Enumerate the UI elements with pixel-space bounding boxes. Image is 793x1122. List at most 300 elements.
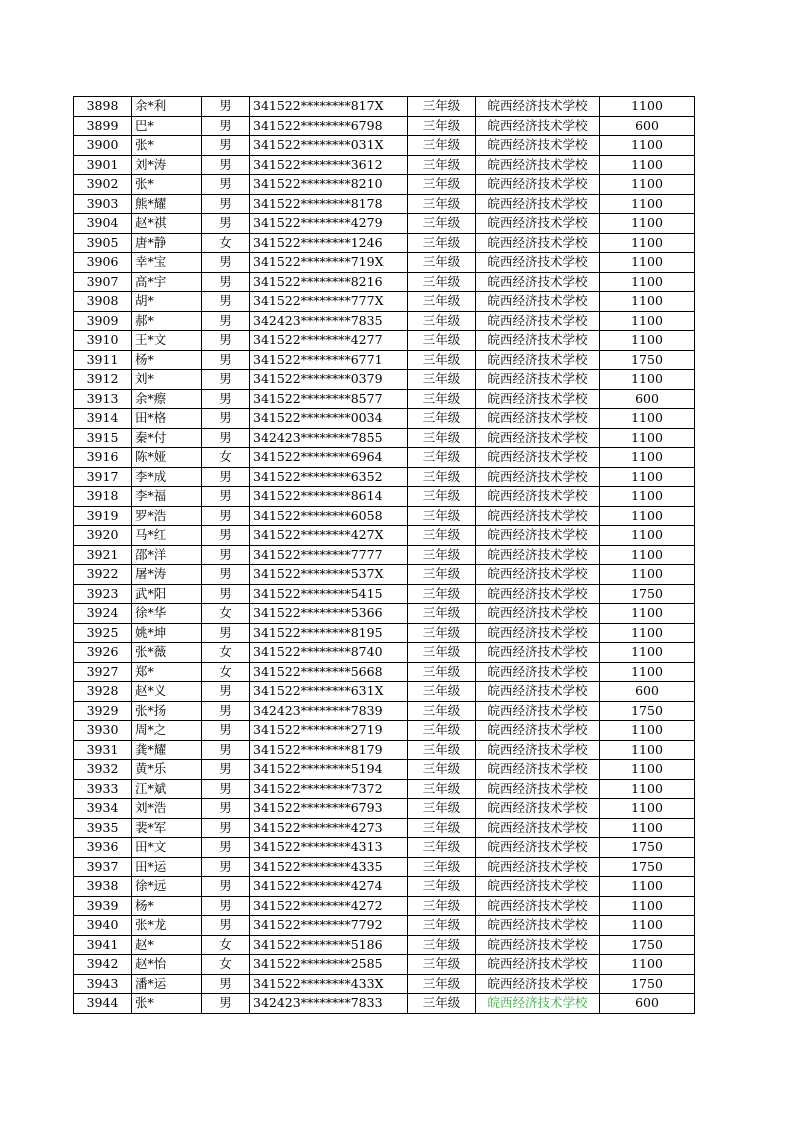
table-row: [74, 896, 695, 916]
student-name-cell: 张*: [132, 136, 202, 156]
table-row: [74, 877, 695, 897]
table-row: [74, 194, 695, 214]
gender-cell: 男: [202, 838, 250, 858]
student-name-cell: 赵*: [132, 935, 202, 955]
amount-cell: 1100: [600, 740, 695, 760]
amount-cell: 1100: [600, 253, 695, 273]
student-name-cell: 刘*涛: [132, 155, 202, 175]
row-number-cell: 3916: [74, 448, 132, 468]
school-cell: 皖西经济技术学校: [476, 389, 600, 409]
gender-cell: 男: [202, 974, 250, 994]
school-cell: 皖西经济技术学校: [476, 779, 600, 799]
school-cell: 皖西经济技术学校: [476, 818, 600, 838]
school-cell: 皖西经济技术学校: [476, 272, 600, 292]
grade-cell: 三年级: [408, 116, 476, 136]
row-number-cell: 3906: [74, 253, 132, 273]
row-number-cell: 3915: [74, 428, 132, 448]
row-number-cell: 3928: [74, 682, 132, 702]
id-number-cell: 341522********8178: [250, 194, 408, 214]
gender-cell: 男: [202, 97, 250, 117]
row-number-cell: 3919: [74, 506, 132, 526]
row-number-cell: 3905: [74, 233, 132, 253]
student-name-cell: 李*成: [132, 467, 202, 487]
gender-cell: 男: [202, 175, 250, 195]
gender-cell: 男: [202, 565, 250, 585]
row-number-cell: 3941: [74, 935, 132, 955]
table-row: [74, 916, 695, 936]
student-name-cell: 李*福: [132, 487, 202, 507]
school-cell: 皖西经济技术学校: [476, 487, 600, 507]
row-number-cell: 3911: [74, 350, 132, 370]
id-number-cell: 341522********5668: [250, 662, 408, 682]
gender-cell: 男: [202, 584, 250, 604]
table-row: [74, 760, 695, 780]
student-name-cell: 余*瘵: [132, 389, 202, 409]
student-name-cell: 熊*耀: [132, 194, 202, 214]
school-cell: 皖西经济技术学校: [476, 409, 600, 429]
amount-cell: 1100: [600, 175, 695, 195]
id-number-cell: 341522********8210: [250, 175, 408, 195]
amount-cell: 1100: [600, 779, 695, 799]
amount-cell: 1100: [600, 818, 695, 838]
id-number-cell: 341522********0379: [250, 370, 408, 390]
amount-cell: 1750: [600, 701, 695, 721]
table-row: [74, 779, 695, 799]
student-name-cell: 邵*洋: [132, 545, 202, 565]
grade-cell: 三年级: [408, 467, 476, 487]
amount-cell: 1100: [600, 136, 695, 156]
amount-cell: 1100: [600, 311, 695, 331]
row-number-cell: 3939: [74, 896, 132, 916]
amount-cell: 1100: [600, 799, 695, 819]
school-cell: 皖西经济技术学校: [476, 643, 600, 663]
table-row: [74, 974, 695, 994]
school-cell: 皖西经济技术学校: [476, 545, 600, 565]
id-number-cell: 341522********777X: [250, 292, 408, 312]
id-number-cell: 341522********6964: [250, 448, 408, 468]
gender-cell: 男: [202, 136, 250, 156]
student-name-cell: 张*龙: [132, 916, 202, 936]
row-number-cell: 3900: [74, 136, 132, 156]
grade-cell: 三年级: [408, 487, 476, 507]
grade-cell: 三年级: [408, 857, 476, 877]
grade-cell: 三年级: [408, 896, 476, 916]
table-row: [74, 818, 695, 838]
school-cell: 皖西经济技术学校: [476, 350, 600, 370]
grade-cell: 三年级: [408, 662, 476, 682]
amount-cell: 1750: [600, 935, 695, 955]
gender-cell: 男: [202, 760, 250, 780]
table-row: [74, 116, 695, 136]
table-row: [74, 409, 695, 429]
row-number-cell: 3898: [74, 97, 132, 117]
school-cell: 皖西经济技术学校: [476, 175, 600, 195]
student-name-cell: 龚*耀: [132, 740, 202, 760]
table-row: [74, 682, 695, 702]
id-number-cell: 342423********7855: [250, 428, 408, 448]
id-number-cell: 341522********5186: [250, 935, 408, 955]
student-name-cell: 田*文: [132, 838, 202, 858]
row-number-cell: 3907: [74, 272, 132, 292]
amount-cell: 1100: [600, 97, 695, 117]
document-page: [73, 96, 695, 1014]
gender-cell: 男: [202, 389, 250, 409]
amount-cell: 1100: [600, 331, 695, 351]
row-number-cell: 3940: [74, 916, 132, 936]
id-number-cell: 341522********6058: [250, 506, 408, 526]
amount-cell: 1100: [600, 370, 695, 390]
gender-cell: 男: [202, 467, 250, 487]
row-number-cell: 3923: [74, 584, 132, 604]
table-row: [74, 526, 695, 546]
grade-cell: 三年级: [408, 409, 476, 429]
table-row: [74, 994, 695, 1014]
grade-cell: 三年级: [408, 682, 476, 702]
gender-cell: 女: [202, 955, 250, 975]
school-cell: 皖西经济技术学校: [476, 682, 600, 702]
id-number-cell: 341522********8614: [250, 487, 408, 507]
gender-cell: 男: [202, 682, 250, 702]
school-cell: 皖西经济技术学校: [476, 448, 600, 468]
table-row: [74, 487, 695, 507]
table-row: [74, 389, 695, 409]
row-number-cell: 3912: [74, 370, 132, 390]
school-cell: 皖西经济技术学校: [476, 721, 600, 741]
grade-cell: 三年级: [408, 292, 476, 312]
amount-cell: 1100: [600, 467, 695, 487]
school-cell: 皖西经济技术学校: [476, 428, 600, 448]
gender-cell: 女: [202, 643, 250, 663]
row-number-cell: 3934: [74, 799, 132, 819]
row-number-cell: 3933: [74, 779, 132, 799]
student-name-cell: 周*之: [132, 721, 202, 741]
table-row: [74, 97, 695, 117]
table-row: [74, 662, 695, 682]
amount-cell: 1100: [600, 292, 695, 312]
row-number-cell: 3931: [74, 740, 132, 760]
id-number-cell: 341522********4272: [250, 896, 408, 916]
gender-cell: 男: [202, 877, 250, 897]
grade-cell: 三年级: [408, 565, 476, 585]
grade-cell: 三年级: [408, 935, 476, 955]
amount-cell: 1100: [600, 662, 695, 682]
amount-cell: 1100: [600, 409, 695, 429]
id-number-cell: 341522********5415: [250, 584, 408, 604]
grade-cell: 三年级: [408, 955, 476, 975]
student-name-cell: 巴*: [132, 116, 202, 136]
id-number-cell: 341522********8179: [250, 740, 408, 760]
row-number-cell: 3944: [74, 994, 132, 1014]
grade-cell: 三年级: [408, 506, 476, 526]
school-cell: 皖西经济技术学校: [476, 877, 600, 897]
student-name-cell: 赵*怡: [132, 955, 202, 975]
id-number-cell: 341522********4277: [250, 331, 408, 351]
gender-cell: 女: [202, 662, 250, 682]
student-name-cell: 潘*运: [132, 974, 202, 994]
id-number-cell: 341522********031X: [250, 136, 408, 156]
amount-cell: 1100: [600, 272, 695, 292]
school-cell: 皖西经济技术学校: [476, 799, 600, 819]
amount-cell: 1100: [600, 877, 695, 897]
row-number-cell: 3925: [74, 623, 132, 643]
table-row: [74, 136, 695, 156]
row-number-cell: 3926: [74, 643, 132, 663]
row-number-cell: 3929: [74, 701, 132, 721]
row-number-cell: 3904: [74, 214, 132, 234]
student-name-cell: 幸*宝: [132, 253, 202, 273]
amount-cell: 1100: [600, 565, 695, 585]
student-name-cell: 余*利: [132, 97, 202, 117]
id-number-cell: 341522********8577: [250, 389, 408, 409]
school-cell: 皖西经济技术学校: [476, 565, 600, 585]
school-cell: 皖西经济技术学校: [476, 857, 600, 877]
gender-cell: 男: [202, 994, 250, 1014]
school-cell: 皖西经济技术学校: [476, 955, 600, 975]
id-number-cell: 342423********7833: [250, 994, 408, 1014]
gender-cell: 男: [202, 116, 250, 136]
table-row: [74, 799, 695, 819]
grade-cell: 三年级: [408, 916, 476, 936]
school-cell: 皖西经济技术学校: [476, 370, 600, 390]
table-row: [74, 272, 695, 292]
id-number-cell: 341522********2719: [250, 721, 408, 741]
id-number-cell: 341522********6771: [250, 350, 408, 370]
id-number-cell: 341522********8216: [250, 272, 408, 292]
student-name-cell: 马*红: [132, 526, 202, 546]
amount-cell: 1100: [600, 506, 695, 526]
school-cell: 皖西经济技术学校: [476, 760, 600, 780]
amount-cell: 1750: [600, 350, 695, 370]
student-name-cell: 武*阳: [132, 584, 202, 604]
amount-cell: 1100: [600, 233, 695, 253]
id-number-cell: 341522********6793: [250, 799, 408, 819]
amount-cell: 1100: [600, 623, 695, 643]
gender-cell: 女: [202, 448, 250, 468]
gender-cell: 男: [202, 487, 250, 507]
school-cell: 皖西经济技术学校: [476, 116, 600, 136]
grade-cell: 三年级: [408, 155, 476, 175]
student-name-cell: 秦*付: [132, 428, 202, 448]
id-number-cell: 341522********2585: [250, 955, 408, 975]
amount-cell: 1100: [600, 155, 695, 175]
amount-cell: 1100: [600, 428, 695, 448]
student-name-cell: 陈*娅: [132, 448, 202, 468]
school-cell: 皖西经济技术学校: [476, 467, 600, 487]
school-cell: 皖西经济技术学校: [476, 896, 600, 916]
amount-cell: 600: [600, 994, 695, 1014]
gender-cell: 男: [202, 409, 250, 429]
student-name-cell: 郑*: [132, 662, 202, 682]
table-row: [74, 604, 695, 624]
table-row: [74, 721, 695, 741]
school-cell: 皖西经济技术学校: [476, 623, 600, 643]
grade-cell: 三年级: [408, 799, 476, 819]
table-row: [74, 253, 695, 273]
table-row: [74, 350, 695, 370]
grade-cell: 三年级: [408, 214, 476, 234]
grade-cell: 三年级: [408, 721, 476, 741]
table-row: [74, 428, 695, 448]
id-number-cell: 341522********4313: [250, 838, 408, 858]
id-number-cell: 341522********631X: [250, 682, 408, 702]
table-row: [74, 331, 695, 351]
amount-cell: 1750: [600, 584, 695, 604]
table-row: [74, 155, 695, 175]
school-cell: 皖西经济技术学校: [476, 701, 600, 721]
table-row: [74, 214, 695, 234]
id-number-cell: 341522********537X: [250, 565, 408, 585]
grade-cell: 三年级: [408, 272, 476, 292]
school-cell: 皖西经济技术学校: [476, 331, 600, 351]
gender-cell: 男: [202, 272, 250, 292]
student-subsidy-table: [73, 96, 695, 1014]
grade-cell: 三年级: [408, 311, 476, 331]
school-cell: 皖西经济技术学校: [476, 253, 600, 273]
row-number-cell: 3918: [74, 487, 132, 507]
id-number-cell: 341522********8195: [250, 623, 408, 643]
amount-cell: 1100: [600, 916, 695, 936]
student-name-cell: 田*格: [132, 409, 202, 429]
table-row: [74, 506, 695, 526]
row-number-cell: 3942: [74, 955, 132, 975]
row-number-cell: 3937: [74, 857, 132, 877]
row-number-cell: 3932: [74, 760, 132, 780]
row-number-cell: 3927: [74, 662, 132, 682]
row-number-cell: 3930: [74, 721, 132, 741]
table-row: [74, 955, 695, 975]
id-number-cell: 341522********4273: [250, 818, 408, 838]
grade-cell: 三年级: [408, 604, 476, 624]
row-number-cell: 3917: [74, 467, 132, 487]
grade-cell: 三年级: [408, 389, 476, 409]
grade-cell: 三年级: [408, 136, 476, 156]
table-row: [74, 584, 695, 604]
id-number-cell: 341522********4335: [250, 857, 408, 877]
table-row: [74, 740, 695, 760]
grade-cell: 三年级: [408, 545, 476, 565]
student-name-cell: 胡*: [132, 292, 202, 312]
school-cell: 皖西经济技术学校: [476, 935, 600, 955]
gender-cell: 男: [202, 331, 250, 351]
student-name-cell: 姚*坤: [132, 623, 202, 643]
row-number-cell: 3899: [74, 116, 132, 136]
gender-cell: 男: [202, 155, 250, 175]
student-name-cell: 刘*浩: [132, 799, 202, 819]
amount-cell: 1100: [600, 721, 695, 741]
school-cell: 皖西经济技术学校: [476, 974, 600, 994]
gender-cell: 女: [202, 233, 250, 253]
amount-cell: 1100: [600, 194, 695, 214]
row-number-cell: 3914: [74, 409, 132, 429]
amount-cell: 1100: [600, 448, 695, 468]
school-cell: 皖西经济技术学校: [476, 916, 600, 936]
school-cell: 皖西经济技术学校: [476, 740, 600, 760]
gender-cell: 男: [202, 253, 250, 273]
gender-cell: 男: [202, 779, 250, 799]
gender-cell: 男: [202, 214, 250, 234]
id-number-cell: 341522********719X: [250, 253, 408, 273]
id-number-cell: 341522********4274: [250, 877, 408, 897]
grade-cell: 三年级: [408, 97, 476, 117]
grade-cell: 三年级: [408, 779, 476, 799]
amount-cell: 1100: [600, 955, 695, 975]
id-number-cell: 341522********5194: [250, 760, 408, 780]
table-row: [74, 838, 695, 858]
row-number-cell: 3913: [74, 389, 132, 409]
row-number-cell: 3924: [74, 604, 132, 624]
id-number-cell: 341522********7792: [250, 916, 408, 936]
table-row: [74, 643, 695, 663]
amount-cell: 1750: [600, 974, 695, 994]
gender-cell: 男: [202, 623, 250, 643]
id-number-cell: 341522********817X: [250, 97, 408, 117]
school-cell: 皖西经济技术学校: [476, 604, 600, 624]
row-number-cell: 3903: [74, 194, 132, 214]
student-name-cell: 唐*静: [132, 233, 202, 253]
gender-cell: 男: [202, 526, 250, 546]
gender-cell: 男: [202, 896, 250, 916]
id-number-cell: 341522********7372: [250, 779, 408, 799]
grade-cell: 三年级: [408, 994, 476, 1014]
table-row: [74, 467, 695, 487]
school-cell: 皖西经济技术学校: [476, 506, 600, 526]
table-row: [74, 623, 695, 643]
amount-cell: 1100: [600, 487, 695, 507]
grade-cell: 三年级: [408, 370, 476, 390]
school-cell: 皖西经济技术学校: [476, 214, 600, 234]
gender-cell: 男: [202, 916, 250, 936]
student-name-cell: 王*文: [132, 331, 202, 351]
student-name-cell: 屠*涛: [132, 565, 202, 585]
id-number-cell: 341522********1246: [250, 233, 408, 253]
grade-cell: 三年级: [408, 350, 476, 370]
student-name-cell: 罗*浩: [132, 506, 202, 526]
amount-cell: 1100: [600, 545, 695, 565]
table-row: [74, 935, 695, 955]
gender-cell: 男: [202, 799, 250, 819]
id-number-cell: 341522********8740: [250, 643, 408, 663]
school-cell: 皖西经济技术学校: [476, 155, 600, 175]
gender-cell: 男: [202, 506, 250, 526]
school-cell: 皖西经济技术学校: [476, 994, 600, 1014]
grade-cell: 三年级: [408, 194, 476, 214]
table-row: [74, 311, 695, 331]
school-cell: 皖西经济技术学校: [476, 838, 600, 858]
table-row: [74, 448, 695, 468]
student-name-cell: 高*宇: [132, 272, 202, 292]
school-cell: 皖西经济技术学校: [476, 526, 600, 546]
student-name-cell: 张*: [132, 994, 202, 1014]
amount-cell: 1100: [600, 896, 695, 916]
amount-cell: 1100: [600, 643, 695, 663]
gender-cell: 男: [202, 818, 250, 838]
amount-cell: 600: [600, 389, 695, 409]
student-name-cell: 赵*义: [132, 682, 202, 702]
school-cell: 皖西经济技术学校: [476, 194, 600, 214]
table-row: [74, 175, 695, 195]
table-row: [74, 545, 695, 565]
table-row: [74, 701, 695, 721]
row-number-cell: 3908: [74, 292, 132, 312]
grade-cell: 三年级: [408, 760, 476, 780]
gender-cell: 女: [202, 935, 250, 955]
grade-cell: 三年级: [408, 584, 476, 604]
table-row: [74, 292, 695, 312]
gender-cell: 男: [202, 428, 250, 448]
grade-cell: 三年级: [408, 428, 476, 448]
amount-cell: 600: [600, 682, 695, 702]
student-name-cell: 杨*: [132, 896, 202, 916]
